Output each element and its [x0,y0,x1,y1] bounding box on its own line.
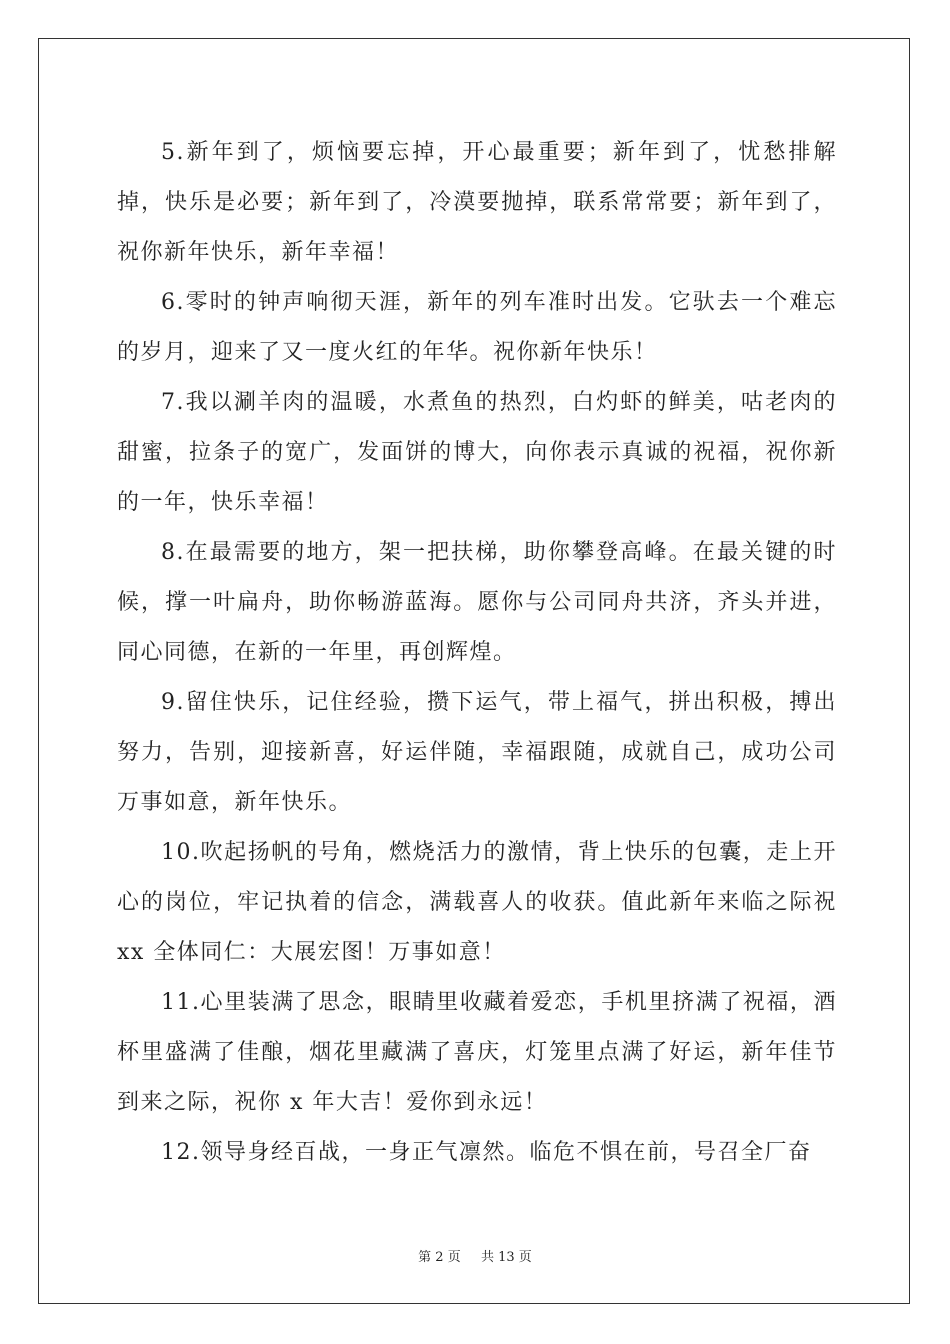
paragraph-7: 7.我以涮羊肉的温暖，水煮鱼的热烈，白灼虾的鲜美，咕老肉的甜蜜，拉条子的宽广，发面饼的博大，向你表示真诚的祝福，祝你新的一年，快乐幸福！ [117,390,837,515]
paragraph-12: 12.领导身经百战，一身正气凛然。临危不惧在前，号召全厂奋 [161,1140,812,1165]
paragraph-10: 10.吹起扬帆的号角，燃烧活力的激情，背上快乐的包囊，走上开心的岗位，牢记执着的信念，满载喜人的收获。值此新年来临之际祝 xx 全体同仁：大展宏图！万事如意！ [117,840,837,965]
paragraph-5: 5.新年到了，烦恼要忘掉，开心最重要；新年到了，忧愁排解掉，快乐是必要；新年到了，冷漠要抛掉，联系常常要；新年到了，祝你新年快乐，新年幸福！ [117,140,837,265]
document-body [117,128,837,1178]
total-pages: 共 13 页 [481,1250,532,1265]
page-footer [0,1246,950,1265]
paragraph-6: 6.零时的钟声响彻天涯，新年的列车准时出发。它驮去一个难忘的岁月，迎来了又一度火红的年华。祝你新年快乐！ [117,290,837,365]
page-number: 第 2 页 [418,1250,461,1265]
paragraph-8: 8.在最需要的地方，架一把扶梯，助你攀登高峰。在最关键的时候，撑一叶扁舟，助你畅游蓝海。愿你与公司同舟共济，齐头并进，同心同德，在新的一年里，再创辉煌。 [117,540,837,665]
paragraph-9: 9.留住快乐，记住经验，攒下运气，带上福气，拼出积极，搏出努力，告别，迎接新喜，好运伴随，幸福跟随，成就自己，成功公司万事如意，新年快乐。 [117,690,837,815]
paragraph-11: 11.心里装满了思念，眼睛里收藏着爱恋，手机里挤满了祝福，酒杯里盛满了佳酿，烟花里藏满了喜庆，灯笼里点满了好运，新年佳节到来之际，祝你 x 年大吉！爱你到永远！ [117,990,837,1115]
